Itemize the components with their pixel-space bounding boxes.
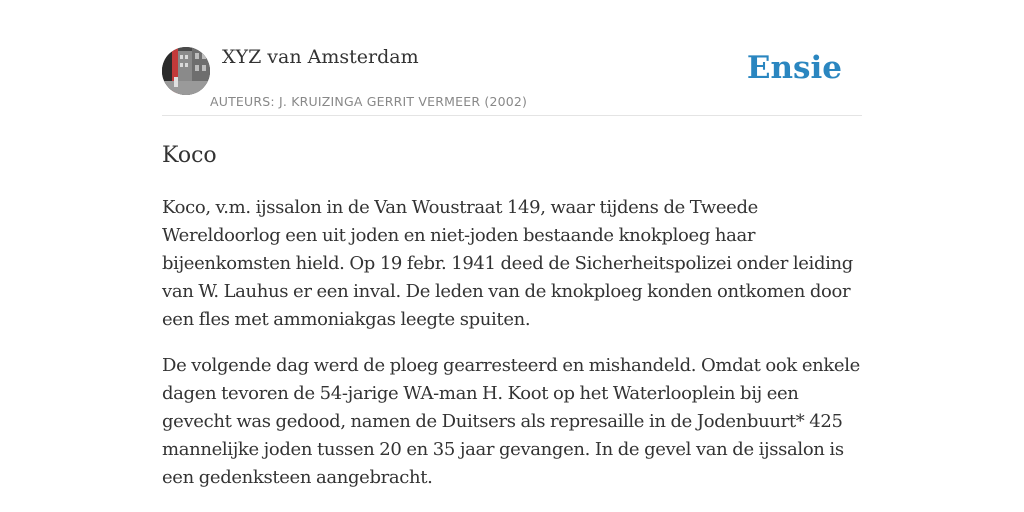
book-cover-icon xyxy=(162,47,210,95)
source-avatar[interactable] xyxy=(162,47,210,95)
source-header xyxy=(162,44,862,116)
entry-card xyxy=(162,44,862,492)
ensie-logo[interactable]: Ensie xyxy=(746,50,842,86)
authors-line: AUTEURS: J. KRUIZINGA GERRIT VERMEER (2002) xyxy=(210,94,528,109)
source-title[interactable]: XYZ van Amsterdam xyxy=(222,46,419,68)
entry-paragraph: De volgende dag werd de ploeg gearresteerd en mishandeld. Omdat ook enkele dagen tevoren de 54-jarige WA-man H. Koot op het Waterlooplein bij een gevecht was gedood, namen de Duitsers als represaille in de Jodenbuurt* 425 mannelijke joden tussen 20 en 35 jaar gevangen. In de gevel van de ijssalon is een gedenksteen aangebracht. xyxy=(162,355,860,488)
entry-paragraph: Koco, v.m. ijssalon in de Van Woustraat 149, waar tijdens de Tweede Wereldoorlog een uit joden en niet-joden bestaande knokploeg haar bijeenkomsten hield. Op 19 febr. 1941 deed de Sicherheitspolizei onder leiding van W. Lauhus er een inval. De leden van de knokploeg konden ontkomen door een fles met ammoniakgas leegte spuiten. xyxy=(162,197,853,330)
entry-title: Koco xyxy=(162,143,217,168)
